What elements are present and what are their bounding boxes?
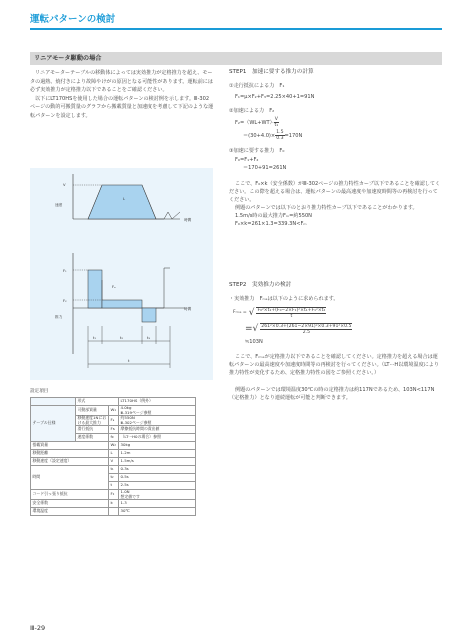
speed-trapezoid	[88, 185, 156, 219]
table-row: 移動速度1Nにおける最大推力 Fₐ 約550N Ⅲ-302ページ参照	[31, 416, 196, 426]
table-row: コード引っ張り抵抗 F₂ 1.0N 想定値です	[31, 490, 196, 500]
next-cycle-force	[156, 268, 170, 308]
next-cycle-start	[156, 212, 180, 219]
step2-para2: 例題のパターンでは環境温度30℃の時の定格推力は約117Nであるため、103N<117N（定格推力）となり連続運転が可能と判断できます。	[229, 387, 435, 401]
title-rule	[30, 28, 442, 30]
step1-eq3a: F₀=F₁+F₂	[235, 157, 259, 163]
t2-label: t₂	[120, 336, 123, 340]
spec-table	[30, 397, 196, 516]
table-row: 搭載質量 W₂ 30kg	[31, 442, 196, 450]
decel-force-block	[142, 308, 156, 322]
pattern-chart	[30, 168, 213, 380]
table-row: 環境温度 30℃	[31, 508, 196, 516]
time-label-top: 時間	[184, 218, 192, 222]
const-force-block	[102, 300, 142, 308]
f2-label: F₂	[63, 299, 67, 303]
accel-force-block	[88, 270, 102, 308]
time-label-bottom: 時間	[184, 307, 192, 311]
step2-intro: ・実効推力 Fₘₛは以下のように求められます。	[229, 296, 339, 302]
step1-para1: ここで、F₀×k（安全係数）がⅢ-302ページの推力特性カーブ以下であることを確認してください。この際を超える場合は、運転パターンの最高速度や加速度時間等の再検討を行ってください。	[229, 181, 441, 203]
step1-para2: 例題のパターンでは以下のとおり推力特性カーブ以下であることがわかります。	[235, 205, 418, 211]
speed-axis-label: 速度	[55, 203, 63, 207]
intro-paragraph-1: リニアモーターテーブルの移動体によっては実効推力が定格推力を超え、モータの過熱、焼付きにより故障やけがの原因となる可能性があります。運転前には必ず実効推力が定格推力以下であることをご確認ください。	[30, 70, 213, 94]
step1-item3: ③加速に要する推力 F₀	[229, 148, 285, 154]
step1-section	[229, 68, 442, 228]
t3-label: t₃	[147, 336, 150, 340]
step2-section	[229, 281, 442, 402]
table-group-label: テーブル仕様	[31, 406, 76, 442]
f1-label: F₁	[63, 269, 67, 273]
page-title: 運転パターンの検討	[30, 14, 116, 25]
step1-eq2a: F₂=（WL+WT）· $\frac{V}{\text{t₁}}$	[235, 117, 279, 128]
table-row: 形式 LT170HS（例外）	[31, 398, 196, 406]
t-label: t	[128, 359, 130, 363]
step1-eq1: F₁=μ×F₂+F₃=2.25×40+1=91N	[235, 94, 315, 100]
t1-label: t₁	[93, 336, 96, 340]
table-row: 速度係数 fc （LT···H0の場合）参照	[31, 434, 196, 442]
step1-line2: F₀×k=261×1.3=339.3N<Fₘ	[235, 221, 307, 227]
step2-formula: Fᵣₘₛ = √ $\frac{\text{F₀²×t₁+(F₀−2×F₁)²×t₁+F₁²×t₂}}{t}$	[233, 308, 326, 319]
step1-heading: STEP1 加速に要する推力の計算	[229, 69, 314, 75]
intro-text	[30, 69, 214, 121]
table-group-label: 時間	[31, 466, 109, 490]
v-label: V	[63, 183, 66, 187]
section-title: リニアモータ駆動の場合	[34, 55, 102, 62]
step1-line1: 1.5m/s時の最大推力Fₘ=約550N	[235, 213, 312, 219]
table-row: 滑行抵抗 Fs 摩擦抵抗時間の責出値	[31, 426, 196, 434]
step1-item2: ②加速による力 F₂	[229, 108, 275, 114]
table-row: 時間 t₁ 0.3s	[31, 466, 196, 474]
section-bar	[30, 52, 442, 65]
table-row: t₂ 0.5s	[31, 474, 196, 482]
step2-heading: STEP2 実効推力の検討	[229, 282, 292, 288]
step2-para1: ここで、Fᵣₘₛが定格推力以下であることを確認してください。定格推力を超える場合は運転パターンの最高速度や加速度時間等の再検討を行ってください。（LT···H以環境温度により推力特性が変化するため、定格推力特性の図をご参照ください。）	[229, 354, 439, 376]
distance-label: L	[123, 197, 126, 201]
table-row: 安全係数 k 1.3	[31, 500, 196, 508]
page-number: Ⅲ-29	[30, 624, 46, 632]
fa-label: Fₐ	[112, 285, 116, 289]
table-row: 移動距離 L 1.2m	[31, 450, 196, 458]
table-row: t 2.5s	[31, 482, 196, 490]
table-caption: 設定項目	[30, 389, 49, 394]
table-row: テーブル仕様 可動部質量 W₁ 4.0kg Ⅲ-319ページ参照	[31, 406, 196, 416]
step1-eq2b: ＝(30+4.0)× $\frac{1.5}{0.3}$ =170N	[243, 130, 303, 141]
step1-item1: ①走行抵抗による力 F₁	[229, 83, 285, 89]
step1-eq3b: ＝170+91=261N	[243, 165, 287, 171]
intro-paragraph-2: 以下にLT170HSを使用した場合の運転パターンの検討例を示します。Ⅲ-302ページの動的可搬質量のグラフから搬載質量と加速度を考慮して下記のような運転パターンを設定します。	[30, 95, 214, 119]
force-axis-label: 推力	[55, 315, 63, 319]
step2-formula-values: =√ $\frac{\text{261²×0.3+(261−2×91)²×0.3+91²×0.5}}{2.5}$	[245, 324, 352, 335]
table-row: 移動速度（設定速度） V 1.5m/s	[31, 458, 196, 466]
step2-result: ≒103N	[245, 339, 263, 345]
